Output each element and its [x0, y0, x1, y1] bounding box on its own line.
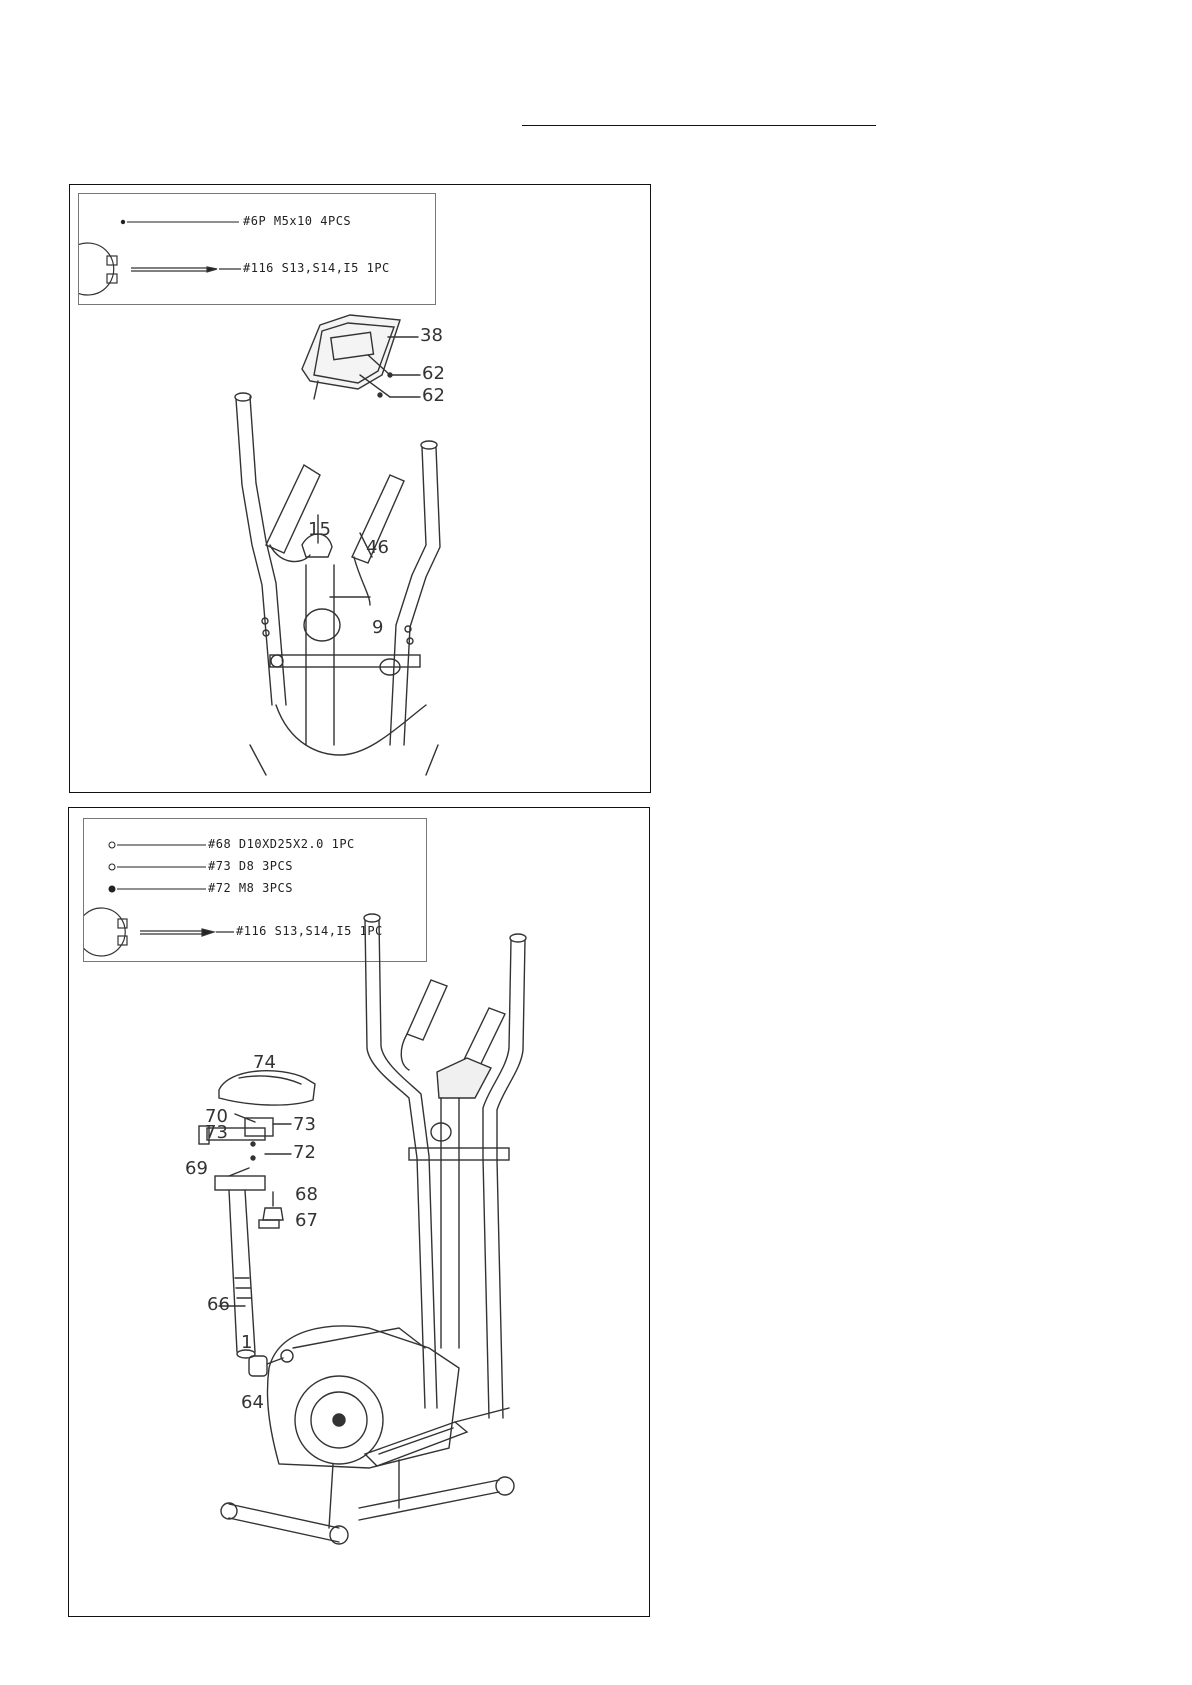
callout-73-left: 73	[205, 1122, 228, 1143]
assembly-step-2-panel	[68, 807, 650, 1617]
callout-62-upper: 62	[422, 363, 445, 384]
callout-74: 74	[253, 1052, 276, 1073]
hardware-label-nut: #72 M8 3PCS	[208, 881, 293, 895]
hardware-label-wrench: #116 S13,S14,I5 1PC	[236, 924, 383, 938]
callout-38: 38	[420, 325, 443, 346]
callout-64: 64	[241, 1392, 264, 1413]
callout-67: 67	[295, 1210, 318, 1231]
callout-46: 46	[366, 537, 389, 558]
hardware-box-step-2	[83, 818, 427, 962]
console-display	[302, 315, 400, 399]
hardware-box-step-1	[78, 193, 436, 305]
hardware-leader-lines	[79, 194, 435, 304]
callout-73-right: 73	[293, 1114, 316, 1135]
seat-cushion	[219, 1071, 315, 1105]
callout-70: 70	[205, 1106, 228, 1127]
title-underline	[522, 125, 876, 126]
hardware-label-wrench: #116 S13,S14,I5 1PC	[243, 261, 390, 275]
hardware-label-bolt: #6P M5x10 4PCS	[243, 214, 352, 228]
wrench-icon	[79, 243, 241, 295]
callout-69: 69	[185, 1158, 208, 1179]
callout-68: 68	[295, 1184, 318, 1205]
callout-66: 66	[207, 1294, 230, 1315]
callout-72: 72	[293, 1142, 316, 1163]
assembly-step-1-panel	[69, 184, 651, 793]
wrench-icon	[84, 908, 234, 956]
hardware-label-washer: #68 D10XD25X2.0 1PC	[208, 837, 355, 851]
callout-9: 9	[372, 617, 384, 638]
callout-62-lower: 62	[422, 385, 445, 406]
callout-1: 1	[241, 1332, 253, 1353]
hardware-label-spring-washer: #73 D8 3PCS	[208, 859, 293, 873]
callout-15: 15	[308, 519, 331, 540]
